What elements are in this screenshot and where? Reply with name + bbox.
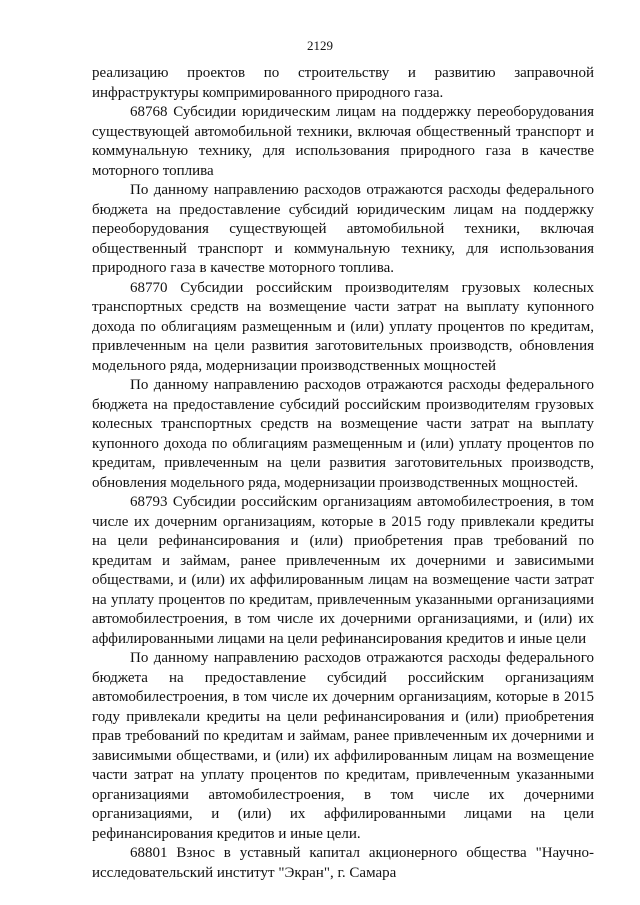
paragraph-continuation: реализацию проектов по строительству и развитию заправочной инфраструктуры компримированного природного газа.	[92, 65, 594, 101]
document-body	[92, 64, 594, 883]
page-number: 2129	[307, 38, 333, 53]
paragraph-code-68770-description: По данному направлению расходов отражаются расходы федерального бюджета на предоставление субсидий российским производителям грузовых колесных транспортных средств на возмещение части затрат на выплату купонного дохода по облигациям размещенным и (или) уплату процентов по кредитам, привлеченным на цели развития заготовительных производств, обновления модельного ряда, модернизации производственных мощностей.	[92, 377, 594, 491]
paragraph-code-68801-heading: 68801 Взнос в уставный капитал акционерного общества "Научно-исследовательский институт "Экран", г. Самара	[92, 845, 594, 881]
paragraph-code-68793-heading: 68793 Субсидии российским организациям автомобилестроения, в том числе их дочерним организациям, которые в 2015 году привлекали кредиты на цели рефинансирования и (или) приобретения прав требований по кредитам и займам, ранее привлеченным их дочерними и зависимыми обществами, и (или) их аффилированным лицам на возмещение части затрат на уплату процентов по кредитам, привлеченным указанными организациями автомобилестроения, в том числе их дочерними организациями, и (или) их аффилированными лицами на цели рефинансирования кредитов и иные цели	[92, 494, 594, 647]
paragraph-code-68768-description: По данному направлению расходов отражаются расходы федерального бюджета на предоставление субсидий юридическим лицам на поддержку переоборудования существующей автомобильной техники, включая общественный транспорт и коммунальную технику, для использования природного газа в качестве моторного топлива.	[92, 182, 594, 276]
paragraph-code-68770-heading: 68770 Субсидии российским производителям грузовых колесных транспортных средств на возмещение части затрат на выплату купонного дохода по облигациям размещенным и (или) уплату процентов по кредитам, привлеченным на цели развития заготовительных производств, обновления модельного ряда, модернизации производственных мощностей	[92, 279, 594, 374]
paragraph-code-68768-heading: 68768 Субсидии юридическим лицам на поддержку переоборудования существующей автомобильной техники, включая общественный транспорт и коммунальную технику, для использования природного газа в качестве моторного топлива	[92, 104, 594, 179]
paragraph-code-68793-description: По данному направлению расходов отражаются расходы федерального бюджета на предоставление субсидий российским организациям автомобилестроения, в том числе их дочерним организациям, которые в 2015 году привлекали кредиты на цели рефинансирования и (или) приобретения прав требований по кредитам и займам, ранее привлеченным их дочерними и зависимыми обществами, и (или) их аффилированным лицам на возмещение части затрат на уплату процентов по кредитам, привлеченным указанными организациями автомобилестроения, в том числе их дочерними организациями, и (или) их аффилированными лицами на цели рефинансирования кредитов и иные цели.	[92, 650, 594, 842]
